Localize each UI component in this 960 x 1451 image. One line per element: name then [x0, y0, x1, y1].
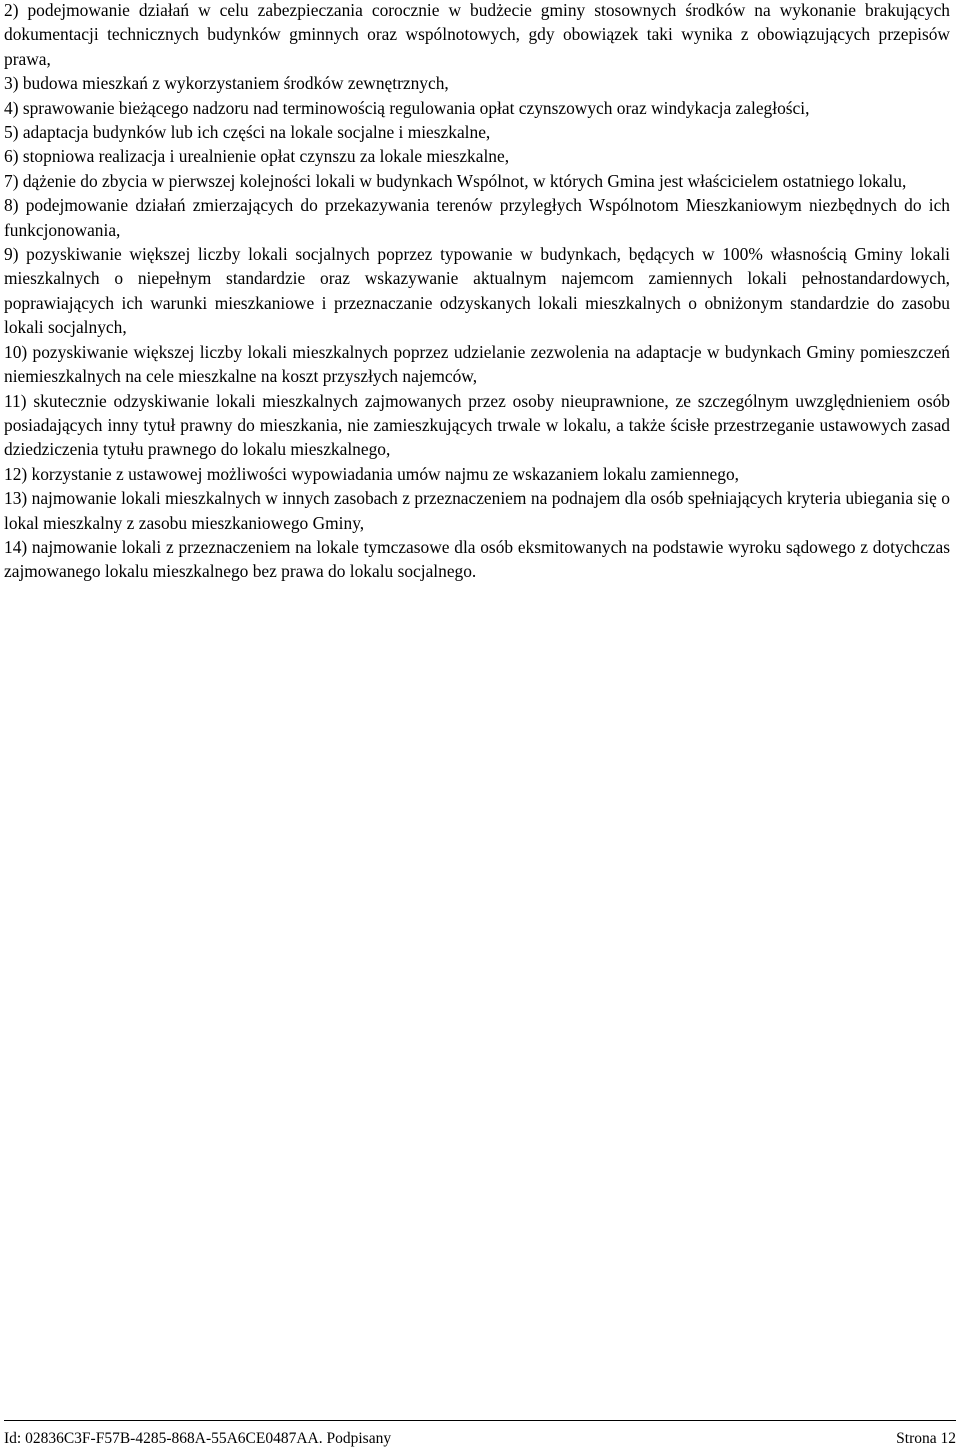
list-item: 3) budowa mieszkań z wykorzystaniem środków zewnętrznych,: [4, 73, 449, 94]
list-item: 2) podejmowanie działań w celu zabezpieczania corocznie w budżecie gminy stosownych środków na wykonanie brakujących dokumentacji technicznych budynków gminnych oraz wspólnotowych, gdy obowiązek taki wynika z obowiązujących przepisów prawa,: [4, 0, 950, 69]
list-item: 4) sprawowanie bieżącego nadzoru nad terminowością regulowania opłat czynszowych oraz windykacja zaległości,: [4, 97, 810, 118]
list-item: 7) dążenie do zbycia w pierwszej kolejności lokali w budynkach Wspólnot, w których Gmina jest właścicielem ostatniego lokalu,: [4, 170, 907, 191]
list-item: 12) korzystanie z ustawowej możliwości wypowiadania umów najmu ze wskazaniem lokalu zamiennego,: [4, 463, 740, 484]
footer-row: [4, 1430, 956, 1448]
list-item: 9) pozyskiwanie większej liczby lokali socjalnych poprzez typowanie w budynkach, będących w 100% własnością Gminy lokali mieszkalnych o niepełnym standardzie oraz wskazywanie aktualnym najemcom zamiennych lokali pełnostandardowych, poprawiających ich warunki mieszkaniowe i przeznaczanie odzyskanych lokali mieszkalnych o obniżonym standardzie do zasobu lokali socjalnych,: [4, 244, 950, 338]
list-item: 14) najmowanie lokali z przeznaczeniem na lokale tymczasowe dla osób eksmitowanych na podstawie wyroku sądowego z dotychczas zajmowanego lokalu mieszkalnego bez prawa do lokalu socjalnego.: [4, 536, 950, 582]
list-item: 10) pozyskiwanie większej liczby lokali mieszkalnych poprzez udzielanie zezwolenia na adaptacje w budynkach Gminy pomieszczeń niemieszkalnych na cele mieszkalne na koszt przyszłych najemców,: [4, 341, 950, 387]
list-item: 13) najmowanie lokali mieszkalnych w innych zasobach z przeznaczeniem na podnajem dla osób spełniających kryteria ubiegania się o lokal mieszkalny z zasobu mieszkaniowego Gminy,: [4, 488, 950, 533]
document-id-text: Id: 02836C3F-F57B-4285-868A-55A6CE0487AA. Podpisany: [4, 1430, 392, 1447]
list-item: 8) podejmowanie działań zmierzających do przekazywania terenów przyległych Wspólnotom Mieszkaniowym niezbędnych do ich funkcjonowania,: [4, 195, 950, 240]
document-body: [4, 0, 950, 584]
footer-divider: [4, 1420, 956, 1421]
page-number: Strona 12: [896, 1430, 956, 1447]
page-footer: [4, 1420, 956, 1448]
list-item: 11) skutecznie odzyskiwanie lokali mieszkalnych zajmowanych przez osoby nieuprawnione, ze szczególnym uwzględnieniem osób posiadających inny tytuł prawny do mieszkania, nie zamieszkujących trwale w lokalu, a także ścisłe przestrzeganie ustawowych zasad dziedziczenia tytułu prawnego do lokalu mieszkalnego,: [4, 390, 950, 460]
list-item: 6) stopniowa realizacja i urealnienie opłat czynszu za lokale mieszkalne,: [4, 146, 510, 167]
list-item: 5) adaptacja budynków lub ich części na lokale socjalne i mieszkalne,: [4, 122, 491, 143]
